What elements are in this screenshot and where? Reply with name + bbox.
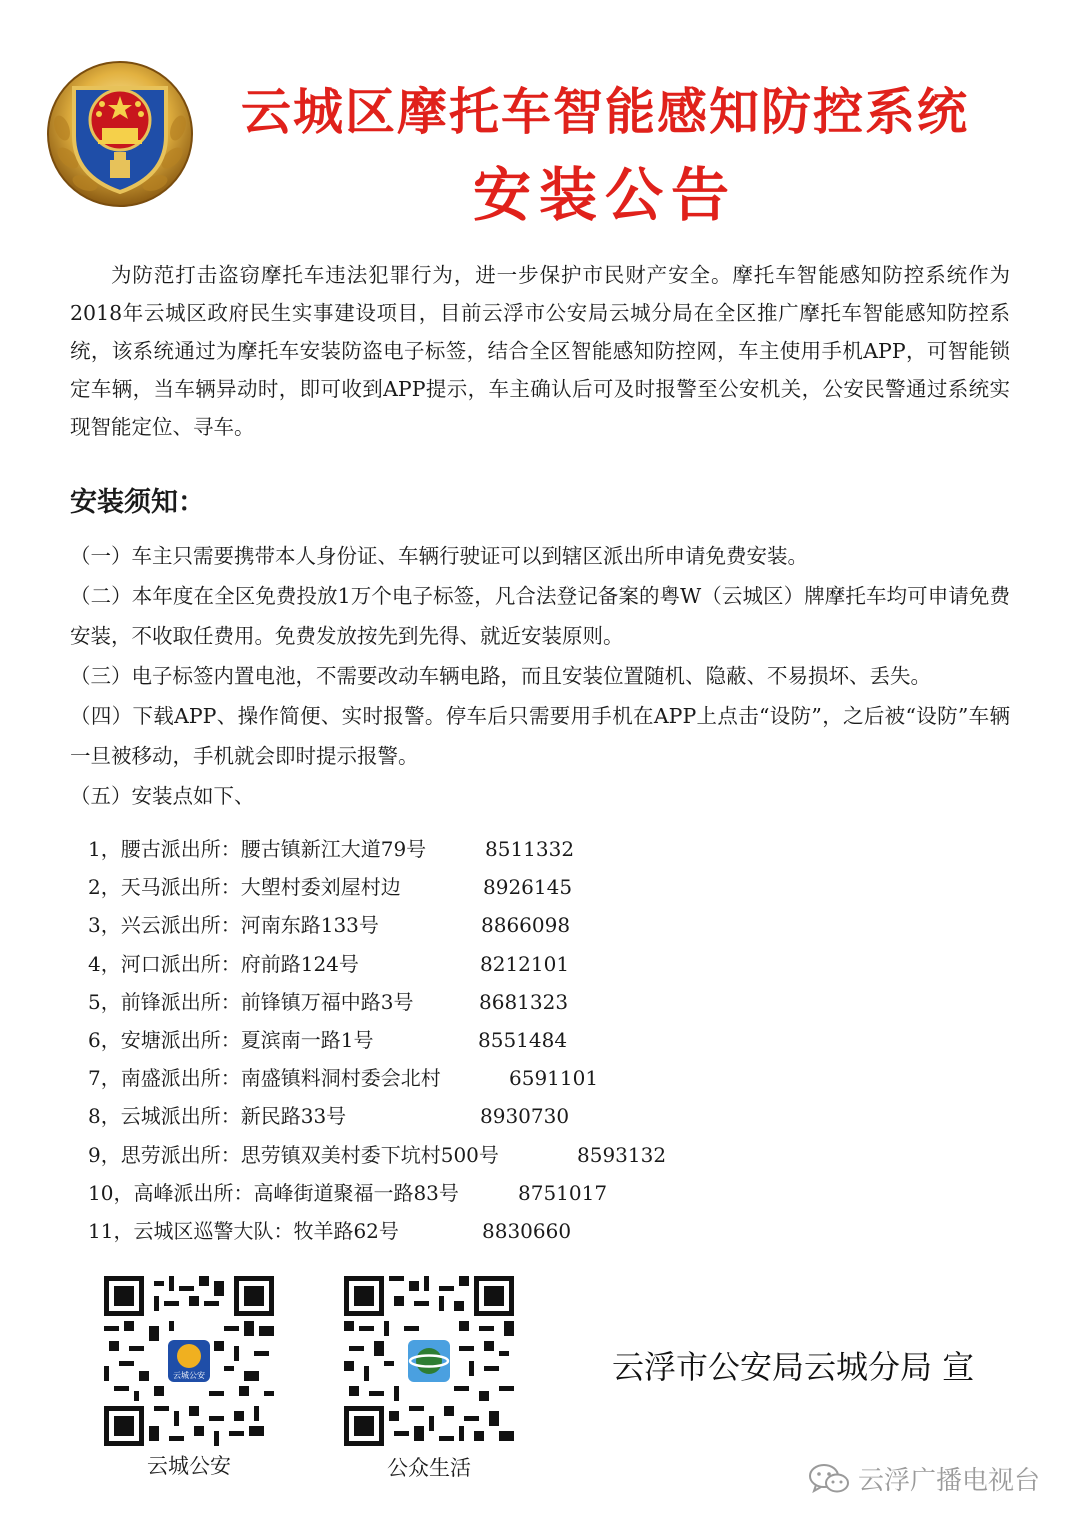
station-item: [88, 910, 788, 948]
qr-code-icon[interactable]: [344, 1276, 514, 1446]
station-phone: 8866098: [481, 913, 571, 938]
station-label: 9，思劳派出所：思劳镇双美村委下坑村500号: [88, 1142, 499, 1167]
qr-logo-text: 云城公安: [173, 1371, 205, 1380]
notice-item: （一）车主只需要携带本人身份证、车辆行驶证可以到辖区派出所申请免费安装。: [70, 544, 808, 568]
station-label: 8，云城派出所：新民路33号: [88, 1104, 347, 1129]
station-phone: 8593132: [577, 1142, 667, 1167]
station-phone: 8551484: [478, 1027, 568, 1052]
intro-paragraph: 为防范打击盗窃摩托车违法犯罪行为，进一步保护市民财产安全。摩托车智能感知防控系统作为2018年云城区政府民生实事建设项目，目前云浮市公安局云城分局在全区推广摩托车智能感知防控系统，该系统通过为摩托车安装防盗电子标签，结合全区智能感知防控网，车主使用手机APP，可智能锁定车辆，当车辆异动时，即可收到APP提示，车主确认后可及时报警至公安机关，公安民警通过系统实现智能定位、寻车。: [70, 263, 1010, 439]
qr-code-icon[interactable]: [104, 1276, 274, 1446]
station-phone: 8830660: [482, 1218, 572, 1243]
station-item: [88, 1140, 788, 1178]
station-phone: 8930730: [480, 1104, 570, 1129]
station-label: 7，南盛派出所：南盛镇料洞村委会北村: [88, 1066, 441, 1091]
page-subtitle: 安装公告: [472, 161, 737, 229]
notice-item: （五）安装点如下、: [70, 784, 255, 808]
qr-caption-public-life: 公众生活: [387, 1456, 471, 1480]
station-phone: 8511332: [485, 837, 575, 861]
station-item: [88, 1178, 788, 1216]
station-list: [88, 834, 788, 1254]
station-item: [88, 949, 788, 987]
notice-list: [70, 536, 1010, 816]
qr-caption-police: 云城公安: [147, 1454, 231, 1478]
station-item: [88, 1216, 788, 1254]
station-item: [88, 834, 788, 872]
station-label: 5，前锋派出所：前锋镇万福中路3号: [88, 989, 414, 1014]
station-label: 4，河口派出所：府前路124号: [88, 951, 359, 976]
page-title: 云城区摩托车智能感知防控系统: [241, 83, 969, 141]
station-phone: 8926145: [483, 875, 573, 900]
police-emblem-icon: [40, 48, 200, 208]
wechat-icon: [808, 1462, 850, 1496]
station-phone: 6591101: [509, 1066, 599, 1091]
issuer-signature: 云浮市公安局云城分局 宣: [612, 1348, 975, 1386]
station-label: 2，天马派出所：大塱村委刘屋村边: [88, 875, 401, 900]
station-label: 3，兴云派出所：河南东路133号: [88, 913, 379, 938]
station-item: [88, 1101, 788, 1139]
station-item: [88, 872, 788, 910]
station-phone: 8681323: [479, 989, 569, 1014]
notice-heading: 安装须知：: [70, 487, 205, 518]
station-label: 11，云城区巡警大队：牧羊路62号: [88, 1218, 399, 1243]
station-label: 6，安塘派出所：夏滨南一路1号: [88, 1027, 374, 1052]
station-item: [88, 1025, 788, 1063]
notice-item: （四）下载APP、操作简便、实时报警。停车后只需要用手机在APP上点击“设防”，之后被“设防”车辆一旦被移动，手机就会即时提示报警。: [70, 704, 1010, 768]
watermark-text: 云浮广播电视台: [858, 1466, 1041, 1496]
station-phone: 8212101: [480, 951, 570, 976]
notice-item: （三）电子标签内置电池，不需要改动车辆电路，而且安装位置随机、隐蔽、不易损坏、丢失。: [70, 664, 931, 688]
watermark: [808, 1460, 1040, 1497]
station-item: [88, 987, 788, 1025]
notice-item: （二）本年度在全区免费投放1万个电子标签，凡合法登记备案的粤W（云城区）牌摩托车均可申请免费安装，不收取任费用。免费发放按先到先得、就近安装原则。: [70, 584, 1010, 648]
station-phone: 8751017: [518, 1180, 608, 1205]
station-label: 10，高峰派出所：高峰街道聚福一路83号: [88, 1180, 459, 1205]
station-label: 1，腰古派出所：腰古镇新江大道79号: [88, 837, 427, 861]
station-item: [88, 1063, 788, 1101]
